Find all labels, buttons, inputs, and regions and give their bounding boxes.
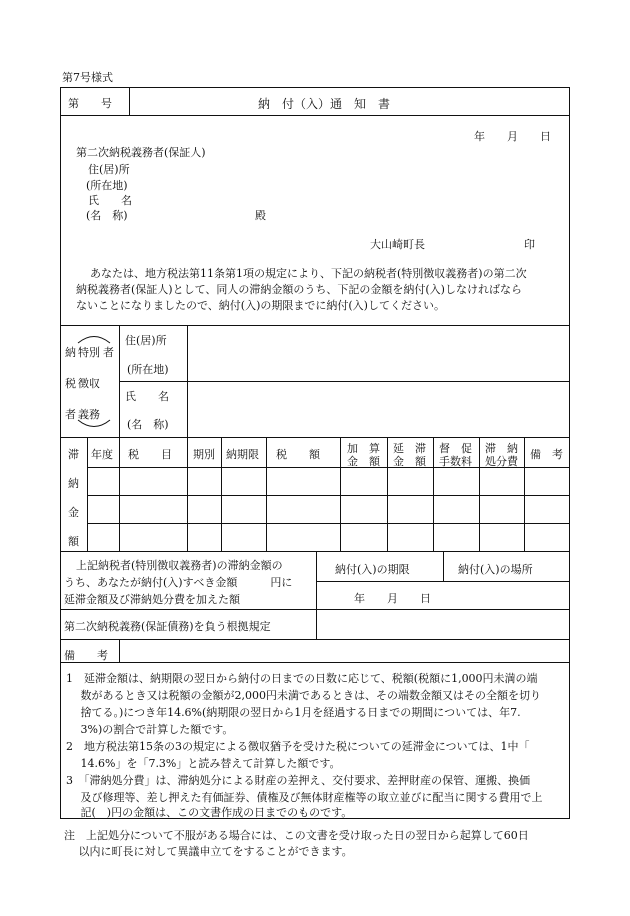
taxpayer-name-alt-label: (名 称) bbox=[127, 418, 169, 431]
section-line-2 bbox=[61, 437, 569, 438]
section-line-3 bbox=[61, 551, 569, 552]
arrears-col-2 bbox=[119, 437, 120, 551]
recipient-location-label: (所在地) bbox=[86, 179, 128, 192]
header-due-date: 納期限 bbox=[226, 448, 259, 461]
arrears-side-1: 滞 bbox=[68, 448, 79, 461]
issue-date: 年 月 日 bbox=[474, 130, 551, 143]
taxpayer-label-nou: 納 bbox=[65, 346, 76, 359]
arrears-col-5 bbox=[266, 437, 267, 551]
taxpayer-mid-line bbox=[119, 381, 569, 382]
header-period: 期別 bbox=[193, 448, 215, 461]
section-line-1 bbox=[61, 325, 569, 326]
section-line-5 bbox=[61, 639, 569, 640]
remarks-divider bbox=[119, 639, 120, 662]
recipient-name-label: 氏 名 bbox=[88, 194, 132, 207]
arrears-col-9 bbox=[479, 437, 480, 551]
note-line-7: 3 「滞納処分費」は、滞納処分による財産の差押え、交付要求、差押財産の保管、運搬、換価 bbox=[66, 774, 531, 787]
arrears-col-8 bbox=[433, 437, 434, 551]
payment-text-2: うち、あなたが納付(入)すべき金額 円に bbox=[64, 576, 293, 589]
taxpayer-paren-gimu: 義務 bbox=[78, 408, 100, 421]
arrears-col-7 bbox=[387, 437, 388, 551]
header-demand-2: 手数料 bbox=[439, 455, 472, 468]
note-line-6: 14.6%」を「7.3%」と読み替えて計算した額です。 bbox=[66, 757, 341, 770]
note-line-5: 2 地方税法第15条の3の規定による徴収猶予を受けた税についての延滞金については、1中「 bbox=[66, 740, 530, 753]
taxpayer-name-label: 氏 名 bbox=[125, 390, 169, 403]
notice-number-label: 第 号 bbox=[68, 97, 112, 110]
deadline-date: 年 月 日 bbox=[354, 592, 431, 605]
body-line-1: あなたは、地方税法第11条第1項の規定により、下記の納税者(特別徴収義務者)の第二次 bbox=[90, 267, 527, 280]
taxpayer-address-label: 住(居)所 bbox=[125, 334, 167, 347]
deadline-place-divider bbox=[443, 551, 444, 581]
taxpayer-label-sha: 者 bbox=[65, 408, 76, 421]
arrears-row-line-2 bbox=[87, 495, 569, 496]
footer-line-2: 以内に町長に対して異議申立てをすることができます。 bbox=[64, 845, 353, 858]
taxpayer-paren-choushu: 徴収 bbox=[78, 377, 100, 390]
place-label: 納付(入)の場所 bbox=[458, 563, 533, 576]
header-divider bbox=[129, 88, 130, 115]
header-tax-amount: 税 額 bbox=[276, 448, 320, 461]
payment-text-3: 延滞金額及び滞納処分費を加えた額 bbox=[64, 593, 240, 606]
header-bottom-line bbox=[61, 115, 569, 116]
issuer-name: 大山崎町長 bbox=[370, 238, 425, 251]
header-add-tax-1: 加 算 bbox=[347, 442, 380, 455]
seal-mark: 印 bbox=[524, 238, 535, 251]
arrears-col-4 bbox=[221, 437, 222, 551]
basis-label: 第二次納税義務(保証債務)を負う根拠規定 bbox=[64, 620, 271, 633]
header-disposal-1: 滞 納 bbox=[485, 442, 518, 455]
honorific: 殿 bbox=[255, 209, 266, 222]
paren-arc-top bbox=[76, 332, 112, 344]
taxpayer-location-label: (所在地) bbox=[127, 363, 169, 376]
header-year: 年度 bbox=[91, 448, 113, 461]
recipient-name-alt-label: (名 称) bbox=[86, 209, 128, 222]
arrears-side-2: 納 bbox=[68, 477, 79, 490]
deadline-line bbox=[316, 581, 569, 582]
arrears-col-6 bbox=[340, 437, 341, 551]
form-title: 納 付（入）通 知 書 bbox=[258, 97, 391, 111]
header-remarks: 備 考 bbox=[530, 448, 563, 461]
note-line-9: 記( )円の金額は、この文書作成の日までのものです。 bbox=[66, 806, 353, 819]
arrears-row-line-3 bbox=[87, 523, 569, 524]
section-line-4 bbox=[61, 609, 569, 610]
note-line-8: 及び修理等、差し押えた有価証券、債権及び無体財産権等の取立並びに配当に関する費用で上 bbox=[66, 791, 543, 804]
taxpayer-paren-sha: 者 bbox=[103, 346, 114, 359]
note-line-4: 3%)の割合で計算した額です。 bbox=[66, 723, 234, 736]
taxpayer-label-zei: 税 bbox=[65, 377, 76, 390]
note-line-2: 数があるとき又は税額の金額が2,000円未満であるときは、その端数金額又はその全額を切り bbox=[66, 689, 541, 702]
header-delay-2: 金 額 bbox=[393, 455, 426, 468]
note-line-3: 捨てる。)につき年14.6%(納期限の翌日から1月を経過する日までの期間については、年7. bbox=[66, 706, 521, 719]
arrears-col-1 bbox=[87, 437, 88, 551]
footer-line-1: 注 上記処分について不服がある場合には、この文書を受け取った日の翌日から起算して60日 bbox=[64, 829, 529, 842]
payment-divider bbox=[316, 551, 317, 639]
recipient-address-label: 住(居)所 bbox=[88, 163, 130, 176]
header-tax-item: 税 目 bbox=[128, 448, 172, 461]
form-number: 第7号様式 bbox=[62, 71, 113, 84]
body-line-3: ないことになりましたので、納付(入)の期限までに納付(入)してください。 bbox=[76, 299, 445, 312]
paren-arc-bottom bbox=[76, 419, 112, 431]
header-add-tax-2: 金 額 bbox=[347, 455, 380, 468]
header-disposal-2: 処分費 bbox=[485, 455, 518, 468]
note-line-1: 1 延滞金額は、納期限の翌日から納付の日までの日数に応じて、税額(税額に1,000円未満の端 bbox=[66, 672, 538, 685]
taxpayer-paren-tokubetsu: 特別 bbox=[78, 346, 100, 359]
arrears-side-3: 金 bbox=[68, 506, 79, 519]
recipient-role: 第二次納税義務者(保証人) bbox=[76, 146, 206, 159]
arrears-col-10 bbox=[524, 437, 525, 551]
arrears-col-3 bbox=[187, 437, 188, 551]
body-line-2: 納税義務者(保証人)として、同人の滞納金額のうち、下記の金額を納付(入)しなければなら bbox=[76, 283, 522, 296]
header-demand-1: 督 促 bbox=[439, 442, 472, 455]
arrears-side-4: 額 bbox=[68, 535, 79, 548]
payment-text-1: 上記納税者(特別徴収義務者)の滞納金額の bbox=[76, 559, 283, 572]
deadline-label: 納付(入)の期限 bbox=[335, 563, 410, 576]
remarks-label: 備 考 bbox=[64, 649, 108, 662]
header-delay-1: 延 滞 bbox=[393, 442, 426, 455]
